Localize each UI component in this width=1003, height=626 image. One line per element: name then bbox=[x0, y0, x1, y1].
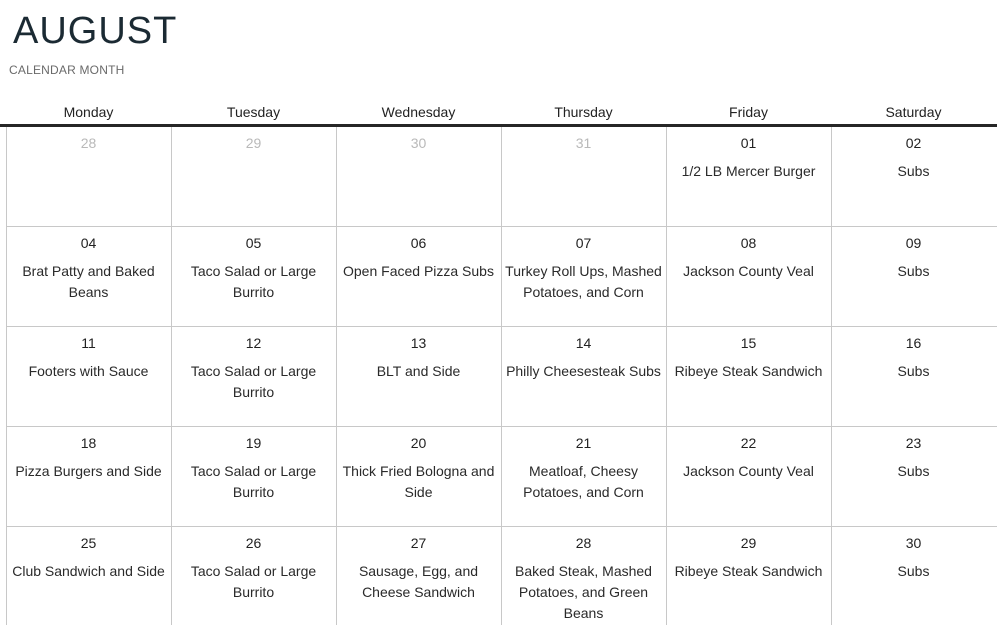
day-cell[interactable] bbox=[171, 127, 336, 226]
meal-text: Subs bbox=[897, 263, 930, 279]
day-cell[interactable] bbox=[336, 527, 501, 626]
meal-text: Taco Salad or Large Burrito bbox=[190, 263, 317, 300]
day-number: 28 bbox=[575, 535, 592, 551]
day-number: 19 bbox=[245, 435, 262, 451]
meal-text: Philly Cheesesteak Subs bbox=[506, 363, 661, 379]
meal-text: BLT and Side bbox=[376, 363, 461, 379]
meal-text: Club Sandwich and Side bbox=[12, 563, 165, 579]
meal-text: Jackson County Veal bbox=[683, 263, 814, 279]
day-number: 07 bbox=[575, 235, 592, 251]
day-cell[interactable] bbox=[501, 127, 666, 226]
day-number: 06 bbox=[410, 235, 427, 251]
day-cell[interactable] bbox=[501, 527, 666, 626]
weekday-header-row bbox=[6, 104, 997, 124]
day-number: 13 bbox=[410, 335, 427, 351]
day-number: 11 bbox=[81, 335, 96, 351]
day-number: 31 bbox=[575, 135, 592, 151]
day-cell[interactable] bbox=[336, 327, 501, 426]
meal-text: Ribeye Steak Sandwich bbox=[674, 363, 823, 379]
day-cell[interactable] bbox=[6, 327, 171, 426]
month-title: AUGUST bbox=[13, 10, 178, 52]
meal-text: Subs bbox=[897, 163, 930, 179]
day-number: 02 bbox=[905, 135, 922, 151]
meal-text: Subs bbox=[897, 363, 930, 379]
meal-text: Taco Salad or Large Burrito bbox=[190, 463, 317, 500]
month-subtitle: CALENDAR MONTH bbox=[9, 63, 125, 77]
day-cell[interactable] bbox=[336, 427, 501, 526]
day-cell[interactable] bbox=[6, 527, 171, 626]
day-cell[interactable] bbox=[666, 227, 831, 326]
day-number: 04 bbox=[80, 235, 97, 251]
day-number: 20 bbox=[410, 435, 427, 451]
day-number: 28 bbox=[80, 135, 97, 151]
meal-text: Subs bbox=[897, 563, 930, 579]
day-cell[interactable] bbox=[6, 227, 171, 326]
meal-text: Open Faced Pizza Subs bbox=[343, 263, 494, 279]
day-number: 12 bbox=[245, 335, 262, 351]
day-number: 08 bbox=[740, 235, 757, 251]
day-number: 21 bbox=[575, 435, 592, 451]
day-cell[interactable] bbox=[831, 527, 996, 626]
day-cell[interactable] bbox=[501, 327, 666, 426]
day-cell[interactable] bbox=[666, 127, 831, 226]
meal-text: Ribeye Steak Sandwich bbox=[674, 563, 823, 579]
weekday-header-4: Friday bbox=[729, 104, 768, 120]
meal-text: Taco Salad or Large Burrito bbox=[190, 363, 317, 400]
meal-text: Jackson County Veal bbox=[683, 463, 814, 479]
meal-text: Thick Fried Bologna and Side bbox=[342, 463, 495, 500]
meal-text: 1/2 LB Mercer Burger bbox=[681, 163, 816, 179]
meal-text: Footers with Sauce bbox=[28, 363, 149, 379]
day-cell[interactable] bbox=[6, 427, 171, 526]
day-number: 29 bbox=[245, 135, 262, 151]
day-cell[interactable] bbox=[171, 227, 336, 326]
day-number: 25 bbox=[80, 535, 97, 551]
weekday-header-2: Wednesday bbox=[381, 104, 456, 120]
meal-text: Sausage, Egg, and Cheese Sandwich bbox=[358, 563, 479, 600]
day-number: 15 bbox=[740, 335, 757, 351]
weekday-header-0: Monday bbox=[63, 104, 114, 120]
day-cell[interactable] bbox=[171, 327, 336, 426]
day-number: 22 bbox=[740, 435, 757, 451]
day-number: 30 bbox=[410, 135, 427, 151]
day-cell[interactable] bbox=[501, 427, 666, 526]
meal-text: Turkey Roll Ups, Mashed Potatoes, and Corn bbox=[505, 263, 662, 300]
day-cell[interactable] bbox=[171, 427, 336, 526]
day-cell[interactable] bbox=[666, 527, 831, 626]
day-number: 26 bbox=[245, 535, 262, 551]
day-cell[interactable] bbox=[336, 127, 501, 226]
weekday-header-5: Saturday bbox=[885, 104, 942, 120]
meal-text: Taco Salad or Large Burrito bbox=[190, 563, 317, 600]
day-cell[interactable] bbox=[831, 227, 996, 326]
day-number: 01 bbox=[740, 135, 757, 151]
day-number: 30 bbox=[905, 535, 922, 551]
day-number: 05 bbox=[245, 235, 262, 251]
day-cell[interactable] bbox=[831, 427, 996, 526]
day-cell[interactable] bbox=[666, 427, 831, 526]
day-cell[interactable] bbox=[336, 227, 501, 326]
day-number: 27 bbox=[410, 535, 427, 551]
weekday-header-3: Thursday bbox=[554, 104, 613, 120]
day-cell[interactable] bbox=[171, 527, 336, 626]
day-number: 16 bbox=[905, 335, 922, 351]
day-number: 09 bbox=[905, 235, 922, 251]
meal-text: Brat Patty and Baked Beans bbox=[22, 263, 155, 300]
day-cell[interactable] bbox=[831, 127, 996, 226]
meal-text: Pizza Burgers and Side bbox=[15, 463, 162, 479]
day-number: 18 bbox=[80, 435, 97, 451]
day-number: 23 bbox=[905, 435, 922, 451]
day-cell[interactable] bbox=[666, 327, 831, 426]
meal-text: Meatloaf, Cheesy Potatoes, and Corn bbox=[523, 463, 644, 500]
weekday-header-1: Tuesday bbox=[226, 104, 281, 120]
calendar-grid bbox=[6, 127, 997, 625]
meal-text: Baked Steak, Mashed Potatoes, and Green Beans bbox=[515, 563, 652, 621]
day-cell[interactable] bbox=[6, 127, 171, 226]
meal-text: Subs bbox=[897, 463, 930, 479]
day-cell[interactable] bbox=[831, 327, 996, 426]
day-number: 14 bbox=[575, 335, 592, 351]
day-cell[interactable] bbox=[501, 227, 666, 326]
day-number: 29 bbox=[740, 535, 757, 551]
